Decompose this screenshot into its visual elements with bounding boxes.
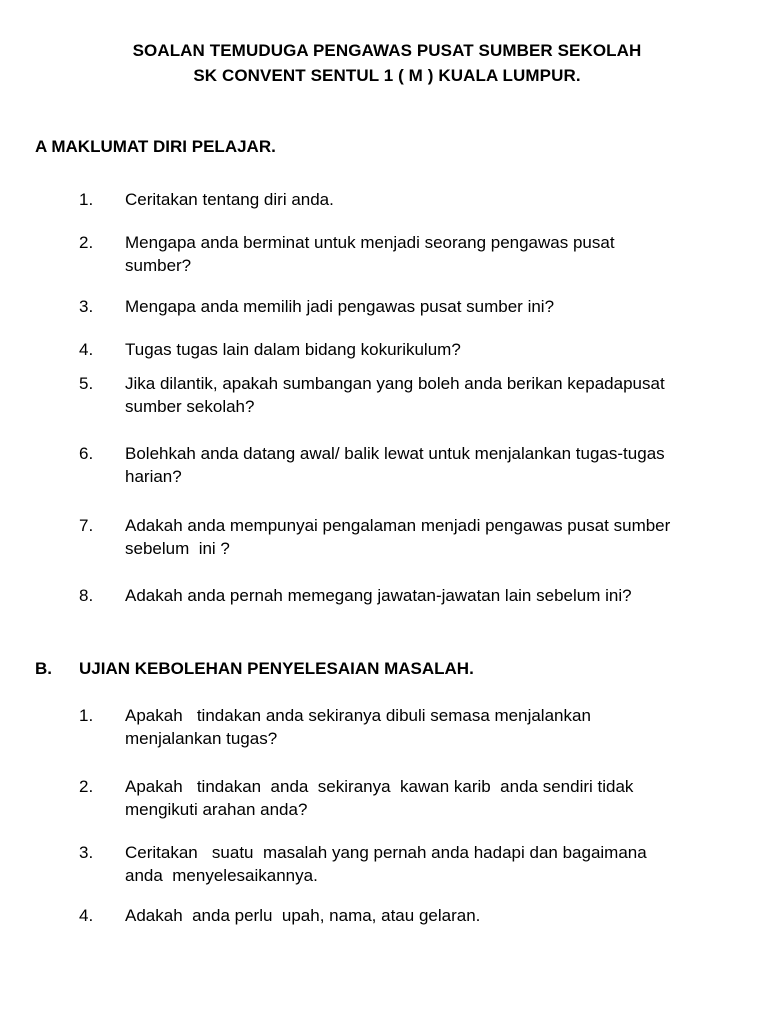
question-line: anda menyelesaikannya.	[125, 866, 318, 885]
question-number: 8.	[79, 586, 94, 605]
question-line: Bolehkah anda datang awal/ balik lewat untuk menjalankan tugas-tugas	[125, 444, 665, 463]
question-text	[125, 295, 745, 318]
question-text	[125, 775, 745, 821]
question-text	[125, 372, 745, 418]
question-line: Adakah anda mempunyai pengalaman menjadi pengawas pusat sumber	[125, 516, 671, 535]
section-b-letter: B.	[35, 659, 52, 678]
question-number: 4.	[79, 906, 94, 925]
question-line: Ceritakan tentang diri anda.	[125, 190, 334, 209]
question-line: Mengapa anda memilih jadi pengawas pusat sumber ini?	[125, 297, 555, 316]
question-number: 5.	[79, 374, 94, 393]
question-line: Adakah anda perlu upah, nama, atau gelaran.	[125, 906, 481, 925]
section-b-heading: UJIAN KEBOLEHAN PENYELESAIAN MASALAH.	[79, 659, 474, 678]
question-text	[125, 188, 745, 211]
question-line: Apakah tindakan anda sekiranya dibuli semasa menjalankan	[125, 706, 591, 725]
question-number: 3.	[79, 843, 94, 862]
question-line: Jika dilantik, apakah sumbangan yang boleh anda berikan kepadapusat	[125, 374, 665, 393]
question-line: Mengapa anda berminat untuk menjadi seorang pengawas pusat	[125, 233, 615, 252]
question-text	[125, 514, 745, 560]
question-number: 2.	[79, 777, 94, 796]
question-number: 6.	[79, 444, 94, 463]
document-title-line-1: SOALAN TEMUDUGA PENGAWAS PUSAT SUMBER SEKOLAH	[132, 41, 642, 60]
question-line: menjalankan tugas?	[125, 729, 278, 748]
question-line: sumber sekolah?	[125, 397, 255, 416]
question-line: mengikuti arahan anda?	[125, 800, 308, 819]
question-number: 1.	[79, 190, 94, 209]
question-number: 2.	[79, 233, 94, 252]
question-text	[125, 904, 745, 927]
document-title-line-2: SK CONVENT SENTUL 1 ( M ) KUALA LUMPUR.	[193, 66, 581, 85]
question-text	[125, 231, 745, 277]
question-line: Apakah tindakan anda sekiranya kawan karib anda sendiri tidak	[125, 777, 634, 796]
question-number: 1.	[79, 706, 94, 725]
question-text	[125, 338, 745, 361]
question-line: Ceritakan suatu masalah yang pernah anda hadapi dan bagaimana	[125, 843, 647, 862]
question-text	[125, 841, 745, 887]
question-number: 4.	[79, 340, 94, 359]
question-line: Tugas tugas lain dalam bidang kokurikulum?	[125, 340, 461, 359]
question-text	[125, 704, 745, 750]
question-number: 3.	[79, 297, 94, 316]
question-line: harian?	[125, 467, 182, 486]
question-line: Adakah anda pernah memegang jawatan-jawatan lain sebelum ini?	[125, 586, 632, 605]
section-a-heading: A MAKLUMAT DIRI PELAJAR.	[35, 137, 276, 156]
question-text	[125, 584, 745, 607]
question-number: 7.	[79, 516, 94, 535]
question-text	[125, 442, 745, 488]
question-line: sumber?	[125, 256, 192, 275]
question-line: sebelum ini ?	[125, 539, 230, 558]
